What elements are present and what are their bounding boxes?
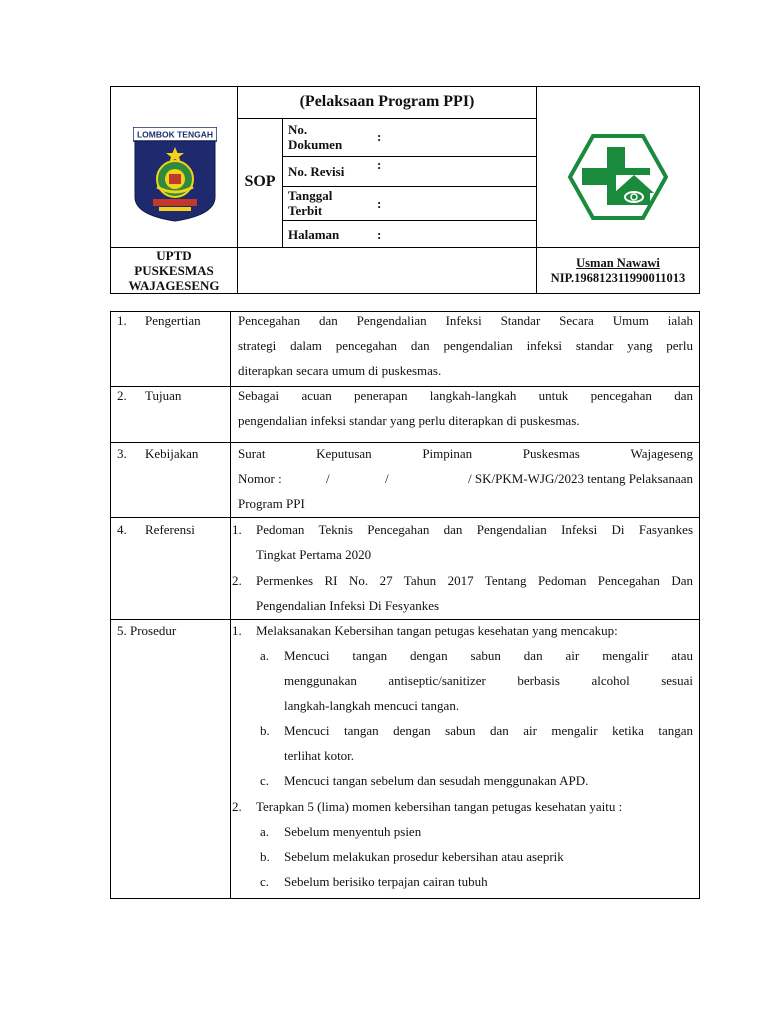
section-label: Tujuan <box>145 388 182 403</box>
sub-list-text: terlihat kotor. <box>284 748 355 763</box>
list-item-text: Permenkes RI No. 27 Tahun 2017 Tentang Pedoman Pencegahan Dan <box>256 573 693 588</box>
field-label-tanggal-terbit: Tanggal Terbit <box>288 188 333 218</box>
sub-list-text: Mencuci tangan dengan sabun dan air mengalir ketika tangan <box>284 723 693 738</box>
section-text-line: Pencegahan dan Pengendalian Infeksi Standar Secara Umum ialah <box>238 313 693 328</box>
sub-list-letter: a. <box>260 824 270 839</box>
sub-list-text: langkah-langkah mencuci tangan. <box>284 698 460 713</box>
divider <box>282 220 536 221</box>
list-number: 1. <box>232 522 242 537</box>
org-line: WAJAGESENG <box>128 278 220 293</box>
signatory-name: Usman Nawawi <box>576 256 660 270</box>
sop-label: SOP <box>244 173 276 190</box>
svg-text:LOMBOK TENGAH: LOMBOK TENGAH <box>136 129 214 140</box>
sub-list-letter: b. <box>260 723 270 738</box>
kebijakan-line-2 <box>238 466 693 491</box>
word: Keputusan <box>316 446 372 461</box>
section-label: Pengertian <box>145 313 201 328</box>
section-label: 5. Prosedur <box>117 623 177 638</box>
section-number: 2. <box>117 388 127 403</box>
sub-list-text: Mencuci tangan sebelum dan sesudah menggunakan APD. <box>284 773 589 788</box>
word: / <box>326 471 330 486</box>
document-title: (Pelaksaan Program PPI) <box>299 93 475 110</box>
section-number: 1. <box>117 313 127 328</box>
list-item-text: Tingkat Pertama 2020 <box>256 547 372 562</box>
field-label-no-dokumen: No. Dokumen <box>288 122 343 152</box>
sub-list-letter: c. <box>260 773 270 788</box>
section-label: Kebijakan <box>145 446 199 461</box>
word: Pimpinan <box>422 446 473 461</box>
section-number: 4. <box>117 522 127 537</box>
sub-list-text: Mencuci tangan dengan sabun dan air mengalir atau <box>284 648 693 663</box>
divider <box>230 311 231 899</box>
sub-list-text: menggunakan antiseptic/sanitizer berbasis alcohol sesuai <box>284 673 693 688</box>
field-colon: : <box>377 196 382 211</box>
section-text-line: diterapkan secara umum di puskesmas. <box>238 363 442 378</box>
divider <box>282 156 536 157</box>
organization-name <box>110 248 238 293</box>
lombok-tengah-logo <box>133 127 217 223</box>
sub-list-letter: b. <box>260 849 270 864</box>
field-colon: : <box>377 227 382 242</box>
word: Surat <box>238 446 266 461</box>
sub-list-text: Sebelum menyentuh psien <box>284 824 422 839</box>
word: Puskesmas <box>522 446 580 461</box>
field-label-no-revisi: No. Revisi <box>288 164 345 179</box>
sub-list-text: Sebelum berisiko terpajan cairan tubuh <box>284 874 488 889</box>
section-text-line: Sebagai acuan penerapan langkah-langkah untuk pencegahan dan <box>238 388 693 403</box>
word: Nomor : <box>238 471 282 486</box>
puskesmas-logo <box>568 133 668 221</box>
org-line: PUSKESMAS <box>134 263 214 278</box>
divider <box>282 118 283 247</box>
section-text-line: pengendalian infeksi standar yang perlu diterapkan di puskesmas. <box>238 413 580 428</box>
list-item-text: Pengendalian Infeksi Di Fesyankes <box>256 598 440 613</box>
list-number: 1. <box>232 623 242 638</box>
signatory-nip: NIP.196812311990011013 <box>550 271 686 285</box>
list-item-text: Terapkan 5 (lima) momen kebersihan tangan petugas kesehatan yaitu : <box>256 799 623 814</box>
word: / SK/PKM-WJG/2023 tentang Pelaksanaan <box>468 471 693 486</box>
divider <box>282 186 536 187</box>
section-number: 3. <box>117 446 127 461</box>
field-colon: : <box>377 157 382 172</box>
field-label-halaman: Halaman <box>288 227 340 242</box>
org-line: UPTD <box>156 248 192 263</box>
kebijakan-line-1 <box>238 441 693 466</box>
sub-list-text: Sebelum melakukan prosedur kebersihan atau aseprik <box>284 849 564 864</box>
section-text-line: Program PPI <box>238 496 305 511</box>
list-number: 2. <box>232 573 242 588</box>
signatory-block <box>536 256 700 286</box>
list-item-text: Pedoman Teknis Pencegahan dan Pengendalian Infeksi Di Fasyankes <box>256 522 693 537</box>
section-text-line: strategi dalam pencegahan dan pengendalian infeksi standar yang perlu <box>238 338 693 353</box>
word: Wajageseng <box>630 446 693 461</box>
sub-list-letter: c. <box>260 874 270 889</box>
field-colon: : <box>377 129 382 144</box>
list-number: 2. <box>232 799 242 814</box>
sub-list-letter: a. <box>260 648 270 663</box>
word: / <box>385 471 389 486</box>
list-item-text: Melaksanakan Kebersihan tangan petugas kesehatan yang mencakup: <box>256 623 618 638</box>
section-label: Referensi <box>145 522 195 537</box>
